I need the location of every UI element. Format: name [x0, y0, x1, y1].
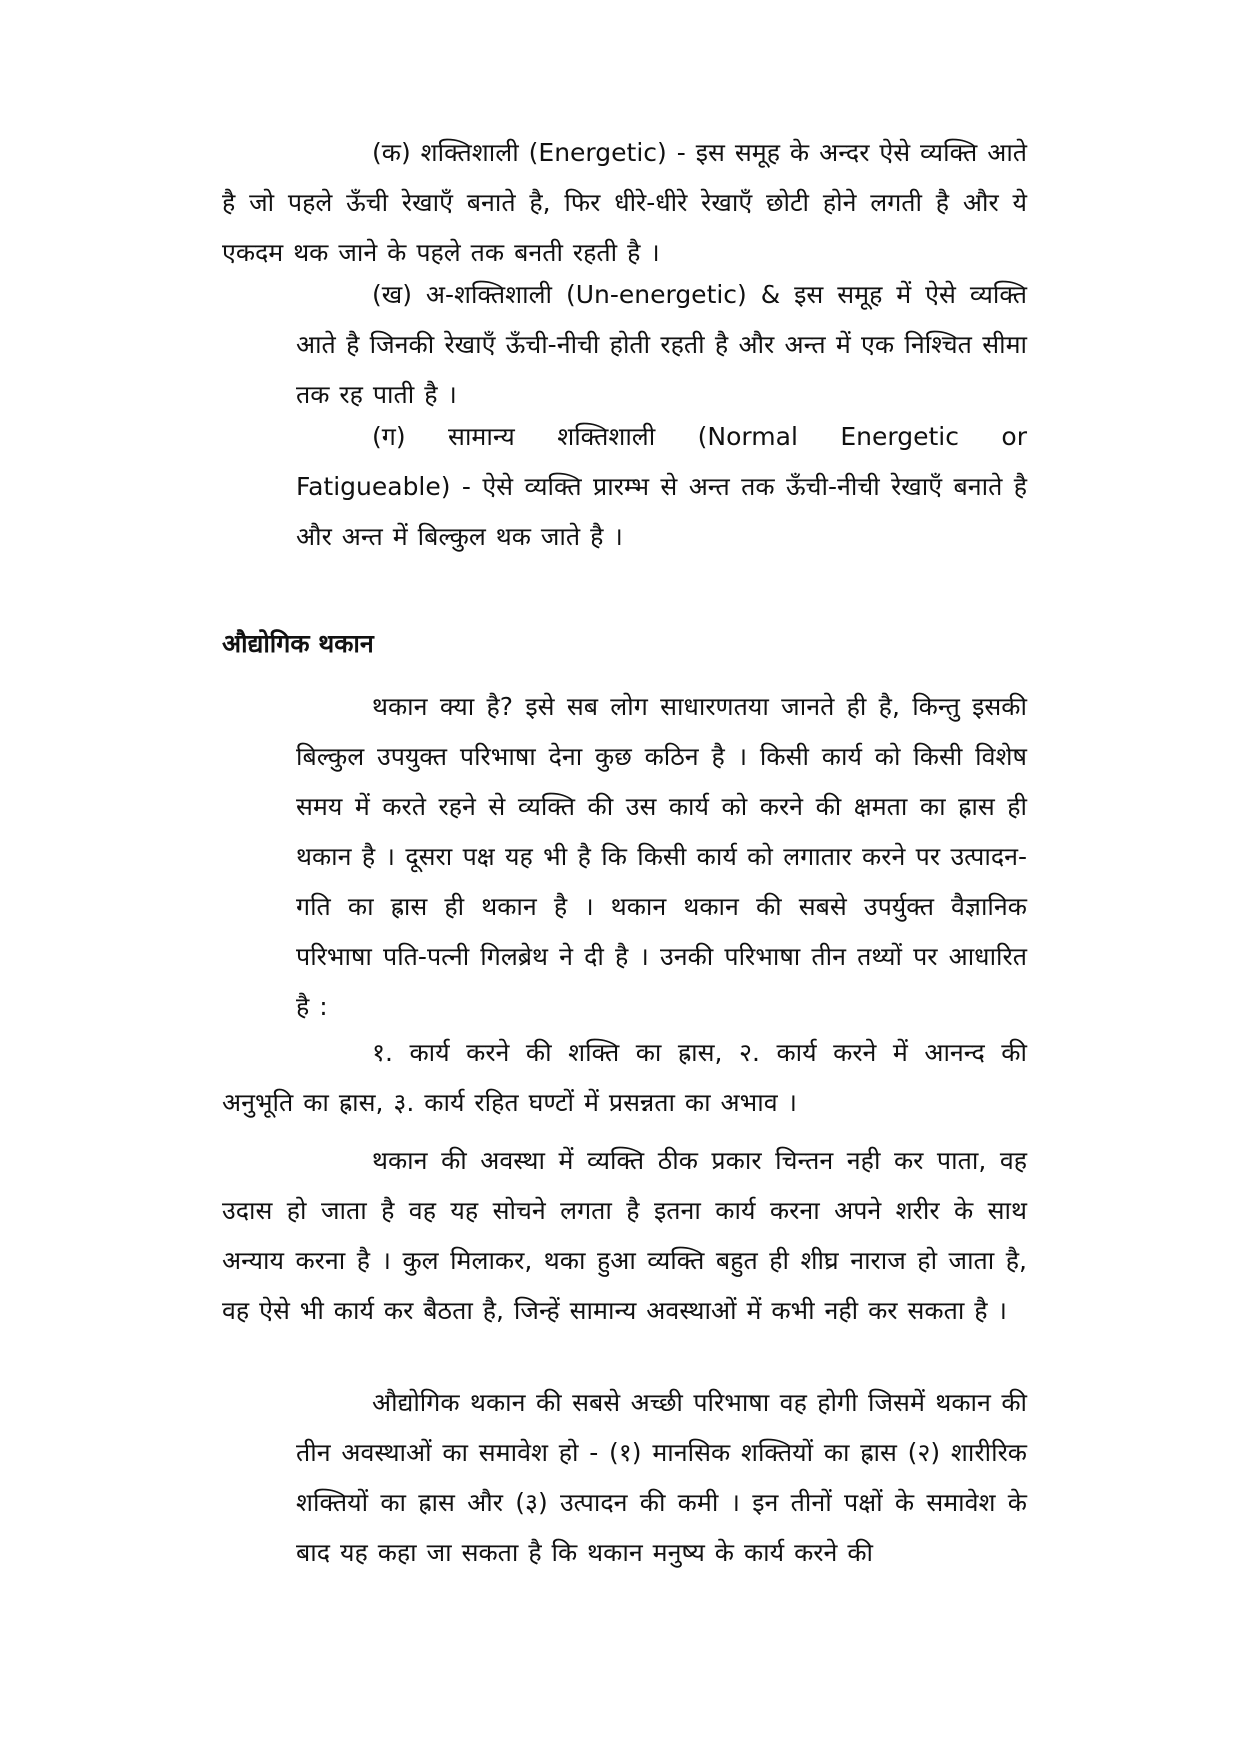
paragraph-normal-energetic: (ग) सामान्य शक्तिशाली (Normal Energetic or Fatigueable) - ऐसे व्यक्ति प्रारम्भ से अन्त तक ऊँची-नीची रेखाएँ बनाते है और अन्त में बिल्कुल थक जाते है ।	[296, 422, 1027, 551]
paragraph-energetic: (क) शक्तिशाली (Energetic) - इस समूह के अन्दर ऐसे व्यक्ति आते है जो पहले ऊँची रेखाएँ बनाते है, फिर धीरे-धीरे रेखाएँ छोटी होने लगती है और ये एकदम थक जाने के पहले तक बनती रहती है ।	[222, 138, 1027, 267]
section-heading: औद्योगिक थकान	[222, 629, 374, 658]
paragraph-fatigue-definition: थकान क्या है? इसे सब लोग साधारणतया जानते ही है, किन्तु इसकी बिल्कुल उपयुक्त परिभाषा देना कुछ कठिन है । किसी कार्य को किसी विशेष समय में करते रहने से व्यक्ति की उस कार्य को करने की क्षमता का ह्रास ही थकान है । दूसरा पक्ष यह भी है कि किसी कार्य को लगातार करने पर उत्पादन-गति का ह्रास ही थकान है । थकान थकान की सबसे उपर्युक्त वैज्ञानिक परिभाषा पति-पत्नी गिलब्रेथ ने दी है । उनकी परिभाषा तीन तथ्यों पर आधारित है :	[296, 692, 1027, 1021]
paragraph-unenergetic: (ख) अ-शक्तिशाली (Un-energetic) & इस समूह में ऐसे व्यक्ति आते है जिनकी रेखाएँ ऊँची-नीची होती रहती है और अन्त में एक निश्चित सीमा तक रह पाती है ।	[296, 280, 1027, 409]
paragraph-industrial-fatigue-definition: औद्योगिक थकान की सबसे अच्छी परिभाषा वह होगी जिसमें थकान की तीन अवस्थाओं का समावेश हो - (१) मानसिक शक्तियों का ह्रास (२) शारीरिक शक्तियों का ह्रास और (३) उत्पादन की कमी । इन तीनों पक्षों के समावेश के बाद यह कहा जा सकता है कि थकान मनुष्य के कार्य करने की	[296, 1388, 1027, 1567]
paragraph-three-facts: १. कार्य करने की शक्ति का ह्रास, २. कार्य करने में आनन्द की अनुभूति का ह्रास, ३. कार्य रहित घण्टों में प्रसन्नता का अभाव ।	[222, 1038, 1027, 1117]
paragraph-fatigue-state: थकान की अवस्था में व्यक्ति ठीक प्रकार चिन्तन नही कर पाता, वह उदास हो जाता है वह यह सोचने लगता है इतना कार्य करना अपने शरीर के साथ अन्याय करना है । कुल मिलाकर, थका हुआ व्यक्ति बहुत ही शीघ्र नाराज हो जाता है, वह ऐसे भी कार्य कर बैठता है, जिन्हें सामान्य अवस्थाओं में कभी नही कर सकता है ।	[222, 1146, 1027, 1325]
